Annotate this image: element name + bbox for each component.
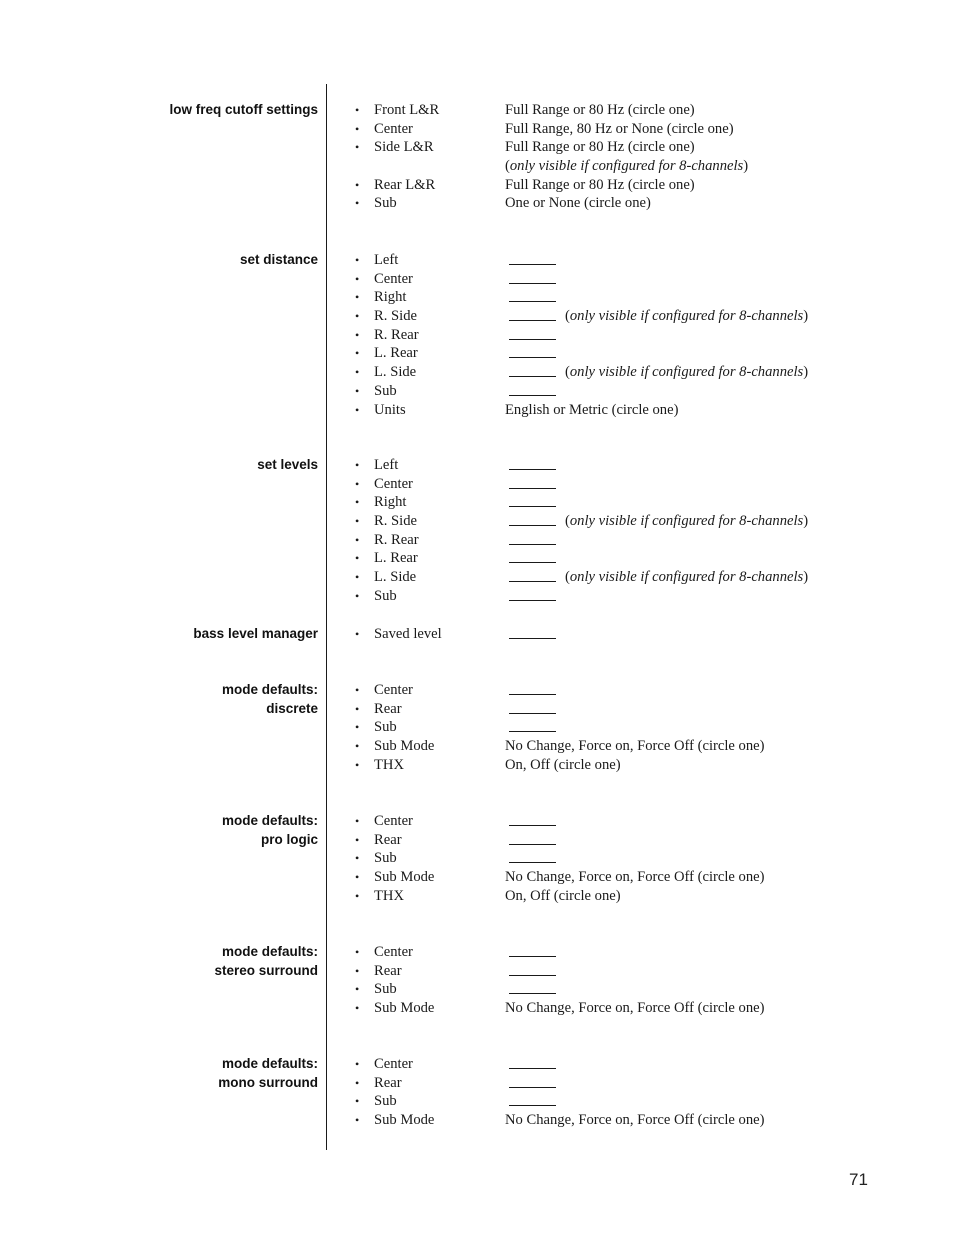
- setting-label: Rear L&R: [374, 176, 436, 193]
- fill-in-blank: [509, 488, 556, 489]
- bullet-icon: •: [355, 963, 360, 978]
- bullet-icon: •: [355, 346, 360, 361]
- setting-label: L. Rear: [374, 345, 418, 362]
- section-heading-line: discrete: [266, 700, 318, 716]
- list-item: [0, 363, 954, 382]
- configuration-note-text: only visible if configured for 8-channels: [509, 158, 744, 175]
- section-heading-line: mono surround: [218, 1074, 318, 1090]
- setting-options: One or None (circle one): [505, 195, 651, 212]
- list-item: [0, 718, 954, 737]
- list-item: [0, 157, 954, 176]
- list-item: [0, 531, 954, 550]
- bullet-icon: •: [355, 495, 360, 510]
- section-heading-line: set distance: [239, 252, 318, 267]
- fill-in-blank: [509, 395, 556, 396]
- fill-in-blank: [509, 731, 556, 732]
- bullet-icon: •: [355, 683, 360, 697]
- setting-label: Front L&R: [374, 102, 440, 118]
- setting-options: Full Range or 80 Hz (circle one): [505, 176, 695, 193]
- setting-label: Center: [374, 944, 413, 960]
- settings-list: [0, 456, 954, 606]
- list-item: [0, 962, 954, 981]
- fill-in-blank: [509, 862, 556, 863]
- setting-label: Center: [374, 120, 413, 137]
- setting-label: Sub: [374, 981, 397, 998]
- settings-list: [0, 101, 954, 213]
- bullet-icon: •: [355, 588, 360, 603]
- setting-label: Units: [374, 401, 406, 418]
- setting-label: Right: [374, 289, 407, 306]
- setting-label: Sub: [374, 719, 397, 736]
- bullet-icon: •: [355, 476, 360, 491]
- bullet-icon: •: [355, 532, 360, 547]
- section-heading-line: pro logic: [261, 831, 318, 847]
- configuration-note-text: only visible if configured for 8-channels: [569, 569, 804, 586]
- fill-in-blank: [509, 376, 556, 377]
- settings-list: [0, 812, 954, 905]
- setting-label: L. Side: [374, 569, 417, 586]
- list-item: [0, 288, 954, 307]
- bullet-icon: •: [355, 814, 360, 828]
- setting-label: Side L&R: [374, 139, 434, 156]
- list-item: [0, 493, 954, 512]
- bullet-icon: •: [355, 888, 360, 903]
- list-item: [0, 176, 954, 195]
- setting-label: Sub: [374, 382, 397, 399]
- settings-list: [0, 625, 954, 644]
- fill-in-blank: [509, 301, 556, 302]
- list-item: [0, 138, 954, 157]
- configuration-note-text: only visible if configured for 8-channels: [569, 513, 804, 530]
- bullet-icon: •: [355, 309, 360, 324]
- fill-in-blank: [509, 993, 556, 994]
- setting-options: On, Off (circle one): [505, 756, 621, 773]
- setting-label: Left: [374, 457, 399, 473]
- list-item: [0, 194, 954, 213]
- list-item: [0, 868, 954, 887]
- bullet-icon: •: [355, 402, 360, 417]
- list-item: [0, 326, 954, 345]
- setting-label: Saved level: [374, 626, 442, 642]
- configuration-note: (only visible if configured for 8-channels): [505, 158, 749, 175]
- bullet-icon: •: [355, 1057, 360, 1071]
- bullet-icon: •: [355, 290, 360, 305]
- fill-in-blank: [509, 544, 556, 545]
- list-item: [0, 307, 954, 326]
- fill-in-blank: [509, 1105, 556, 1106]
- bullet-icon: •: [355, 551, 360, 566]
- bullet-icon: •: [355, 739, 360, 754]
- setting-label: R. Rear: [374, 326, 419, 343]
- configuration-note-text: only visible if configured for 8-channels: [569, 308, 804, 325]
- list-item: [0, 401, 954, 420]
- list-item: [0, 831, 954, 850]
- list-item: [0, 512, 954, 531]
- list-item: [0, 1111, 954, 1130]
- list-item: [0, 1074, 954, 1093]
- fill-in-blank: [509, 283, 556, 284]
- setting-label: Rear: [374, 962, 402, 979]
- bullet-icon: •: [355, 832, 360, 847]
- section-heading-line: mode defaults:: [221, 682, 318, 697]
- setting-options: Full Range or 80 Hz (circle one): [505, 102, 695, 118]
- list-item: [0, 382, 954, 401]
- bullet-icon: •: [355, 514, 360, 529]
- setting-label: L. Side: [374, 364, 417, 381]
- setting-label: Center: [374, 813, 413, 829]
- list-item: [0, 980, 954, 999]
- setting-label: Center: [374, 1056, 413, 1072]
- bullet-icon: •: [355, 103, 360, 117]
- setting-label: Sub: [374, 850, 397, 867]
- settings-list: [0, 251, 954, 419]
- list-item: [0, 120, 954, 139]
- setting-options: On, Off (circle one): [505, 887, 621, 904]
- bullet-icon: •: [355, 870, 360, 885]
- fill-in-blank: [509, 525, 556, 526]
- list-item: [0, 625, 954, 644]
- setting-label: R. Side: [374, 308, 417, 325]
- configuration-note: (only visible if configured for 8-channels): [565, 308, 809, 325]
- section-heading-line: set levels: [257, 457, 318, 472]
- setting-label: Rear: [374, 1074, 402, 1091]
- fill-in-blank: [509, 694, 556, 695]
- list-item: [0, 943, 954, 962]
- setting-label: Sub Mode: [374, 1000, 435, 1017]
- section-heading-line: stereo surround: [214, 962, 318, 978]
- list-item: [0, 849, 954, 868]
- bullet-icon: •: [355, 365, 360, 380]
- section-heading-line: mode defaults:: [221, 944, 318, 959]
- bullet-icon: •: [355, 121, 360, 136]
- list-item: [0, 756, 954, 775]
- fill-in-blank: [509, 339, 556, 340]
- setting-label: Sub: [374, 1093, 397, 1110]
- bullet-icon: •: [355, 271, 360, 286]
- setting-options: No Change, Force on, Force Off (circle one): [505, 1000, 765, 1017]
- bullet-icon: •: [355, 196, 360, 211]
- setting-label: Rear: [374, 700, 402, 717]
- bullet-icon: •: [355, 140, 360, 155]
- list-item: [0, 700, 954, 719]
- list-item: [0, 737, 954, 756]
- fill-in-blank: [509, 1068, 556, 1069]
- fill-in-blank: [509, 506, 556, 507]
- bullet-icon: •: [355, 1075, 360, 1090]
- list-item: [0, 681, 954, 700]
- bullet-icon: •: [355, 945, 360, 959]
- fill-in-blank: [509, 713, 556, 714]
- list-item: [0, 887, 954, 906]
- setting-options: No Change, Force on, Force Off (circle one): [505, 869, 765, 886]
- list-item: [0, 344, 954, 363]
- fill-in-blank: [509, 264, 556, 265]
- list-item: [0, 251, 954, 270]
- section-heading-line: bass level manager: [193, 626, 318, 641]
- setting-label: Rear: [374, 831, 402, 848]
- fill-in-blank: [509, 1087, 556, 1088]
- bullet-icon: •: [355, 253, 360, 267]
- settings-list: [0, 943, 954, 1018]
- bullet-icon: •: [355, 327, 360, 342]
- configuration-note-text: only visible if configured for 8-channels: [569, 364, 804, 381]
- list-item: [0, 101, 954, 120]
- setting-label: Sub Mode: [374, 869, 435, 886]
- setting-options: No Change, Force on, Force Off (circle one): [505, 738, 765, 755]
- fill-in-blank: [509, 320, 556, 321]
- bullet-icon: •: [355, 570, 360, 585]
- section-heading-line: low freq cutoff settings: [169, 102, 318, 117]
- setting-options: Full Range or 80 Hz (circle one): [505, 139, 695, 156]
- fill-in-blank: [509, 469, 556, 470]
- setting-label: Sub: [374, 587, 397, 604]
- list-item: [0, 456, 954, 475]
- list-item: [0, 1092, 954, 1111]
- list-item: [0, 568, 954, 587]
- bullet-icon: •: [355, 627, 360, 641]
- bullet-icon: •: [355, 701, 360, 716]
- bullet-icon: •: [355, 851, 360, 866]
- fill-in-blank: [509, 581, 556, 582]
- fill-in-blank: [509, 975, 556, 976]
- setting-options: English or Metric (circle one): [505, 401, 679, 418]
- setting-label: Center: [374, 682, 413, 698]
- fill-in-blank: [509, 825, 556, 826]
- setting-options: No Change, Force on, Force Off (circle one): [505, 1112, 765, 1129]
- settings-list: [0, 1055, 954, 1130]
- settings-list: [0, 681, 954, 774]
- setting-label: THX: [374, 756, 404, 773]
- setting-label: THX: [374, 887, 404, 904]
- fill-in-blank: [509, 357, 556, 358]
- fill-in-blank: [509, 844, 556, 845]
- setting-label: Right: [374, 494, 407, 511]
- setting-label: L. Rear: [374, 550, 418, 567]
- setting-label: Center: [374, 270, 413, 287]
- setting-label: R. Side: [374, 513, 417, 530]
- list-item: [0, 999, 954, 1018]
- list-item: [0, 1055, 954, 1074]
- section-heading-line: mode defaults:: [221, 1056, 318, 1071]
- list-item: [0, 812, 954, 831]
- setting-label: Sub Mode: [374, 1112, 435, 1129]
- list-item: [0, 549, 954, 568]
- bullet-icon: •: [355, 757, 360, 772]
- bullet-icon: •: [355, 1113, 360, 1128]
- setting-label: Sub Mode: [374, 738, 435, 755]
- bullet-icon: •: [355, 1001, 360, 1016]
- list-item: [0, 475, 954, 494]
- fill-in-blank: [509, 638, 556, 639]
- setting-label: R. Rear: [374, 531, 419, 548]
- fill-in-blank: [509, 956, 556, 957]
- bullet-icon: •: [355, 177, 360, 192]
- configuration-note: (only visible if configured for 8-channels): [565, 569, 809, 586]
- bullet-icon: •: [355, 982, 360, 997]
- fill-in-blank: [509, 562, 556, 563]
- section-heading-line: mode defaults:: [221, 813, 318, 828]
- setting-options: Full Range, 80 Hz or None (circle one): [505, 120, 734, 137]
- configuration-note: (only visible if configured for 8-channels): [565, 364, 809, 381]
- bullet-icon: •: [355, 458, 360, 472]
- page-number: 71: [849, 1170, 868, 1189]
- setting-label: Sub: [374, 195, 397, 212]
- fill-in-blank: [509, 600, 556, 601]
- list-item: [0, 270, 954, 289]
- bullet-icon: •: [355, 720, 360, 735]
- setting-label: Left: [374, 252, 399, 268]
- configuration-note: (only visible if configured for 8-channels): [565, 513, 809, 530]
- setting-label: Center: [374, 475, 413, 492]
- list-item: [0, 587, 954, 606]
- bullet-icon: •: [355, 383, 360, 398]
- bullet-icon: •: [355, 1094, 360, 1109]
